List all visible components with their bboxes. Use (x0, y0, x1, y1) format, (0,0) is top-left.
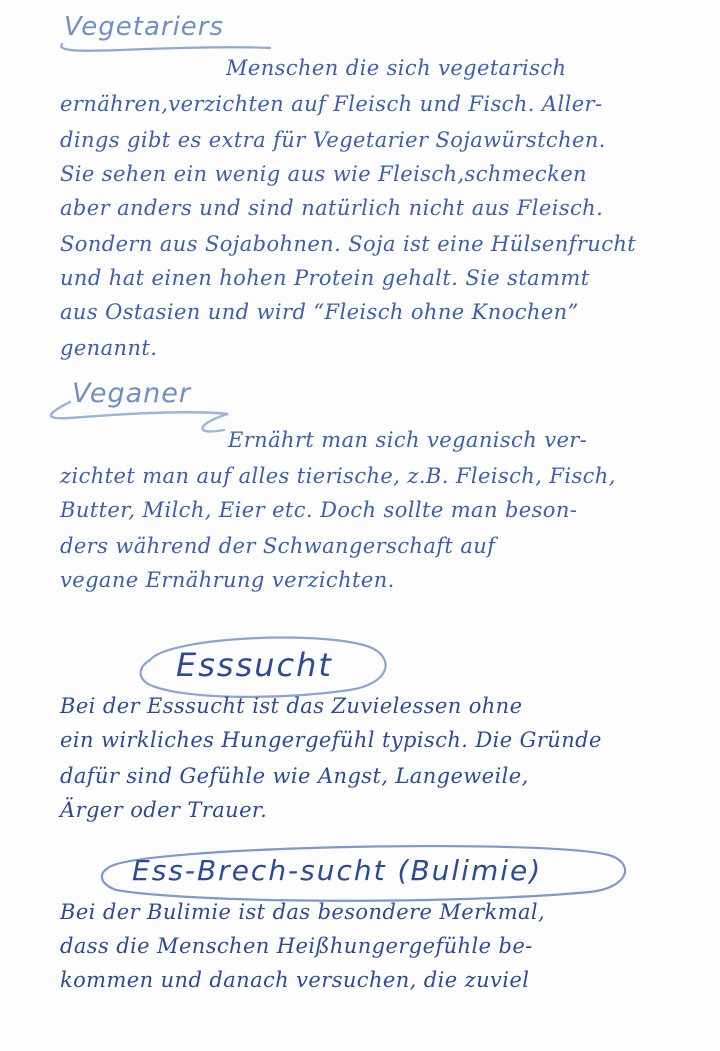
text-line: Menschen die sich vegetarisch (226, 56, 567, 80)
text-line: Ernährt man sich veganisch ver- (228, 428, 588, 452)
text-line: Sondern aus Sojabohnen. Soja ist eine Hülsenfrucht (60, 232, 637, 256)
section-heading-bulimie: Ess-Brech-sucht (Bulimie) (132, 854, 543, 887)
text-line: Bei der Esssucht ist das Zuvielessen ohne (60, 694, 523, 718)
section-heading-veganer: Veganer (72, 378, 192, 409)
text-line: Butter, Milch, Eier etc. Doch sollte man beson- (60, 498, 578, 522)
text-line: dings gibt es extra für Vegetarier Sojawürstchen. (60, 128, 606, 152)
text-line: Bei der Bulimie ist das besondere Merkmal, (60, 900, 546, 924)
text-line: genannt. (60, 336, 158, 360)
section-heading-esssucht: Esssucht (176, 646, 333, 684)
text-line: ernähren,verzichten auf Fleisch und Fisch. Aller- (60, 92, 603, 116)
vegetariers-underline-swoosh (61, 44, 270, 51)
text-line: zichtet man auf alles tierische, z.B. Fleisch, Fisch, (60, 464, 616, 488)
text-line: und hat einen hohen Protein gehalt. Sie stammt (60, 266, 590, 290)
text-line: vegane Ernährung verzichten. (60, 568, 395, 592)
text-line: aber anders und sind natürlich nicht aus Fleisch. (60, 196, 604, 220)
text-line: dass die Menschen Heißhungergefühle be- (60, 934, 533, 958)
text-line: Ärger oder Trauer. (60, 798, 268, 822)
text-line: dafür sind Gefühle wie Angst, Langeweile, (60, 764, 529, 788)
text-line: ders während der Schwangerschaft auf (60, 534, 496, 558)
text-line: Sie sehen ein wenig aus wie Fleisch,schmecken (60, 162, 587, 186)
text-line: kommen und danach versuchen, die zuviel (60, 968, 530, 992)
text-line: aus Ostasien und wird “Fleisch ohne Knochen” (60, 300, 579, 324)
text-line: ein wirkliches Hungergefühl typisch. Die Gründe (60, 728, 602, 752)
section-heading-vegetariers: Vegetariers (64, 12, 225, 42)
